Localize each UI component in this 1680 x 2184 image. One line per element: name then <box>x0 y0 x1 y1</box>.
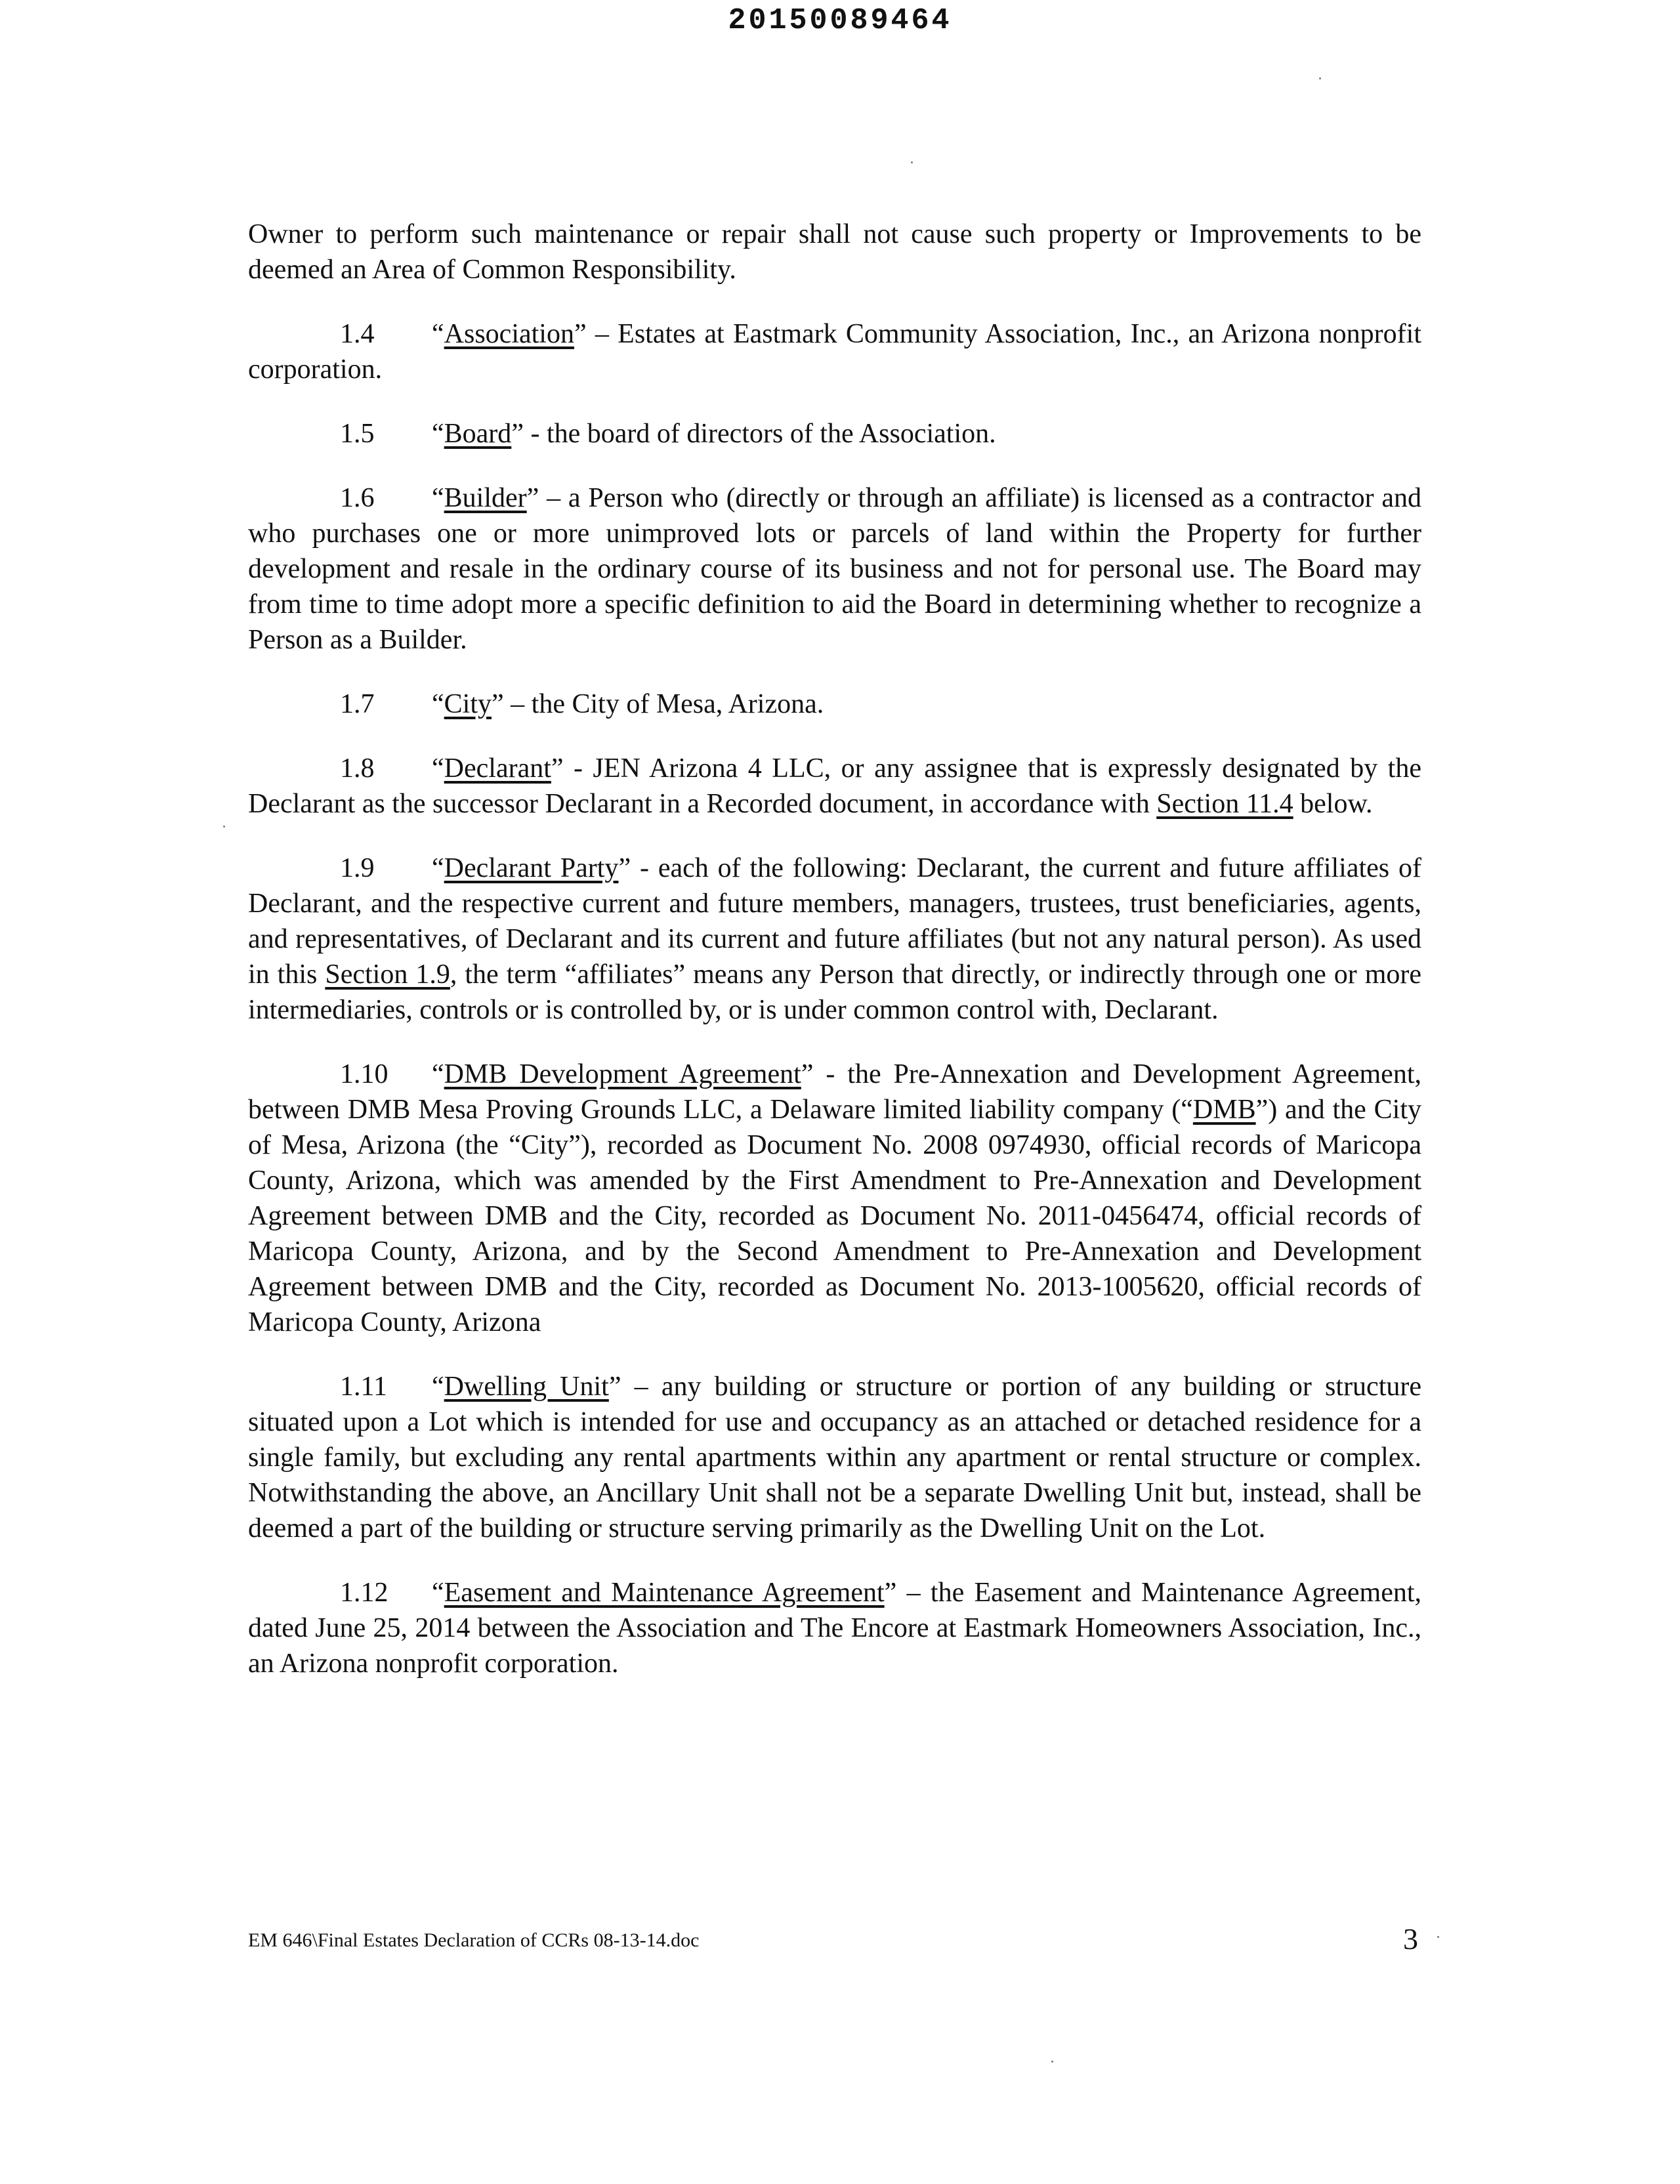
definition-text-after: , the term “affiliates” means any Person that directly, or indirectly through one or more intermediaries, controls or is controlled by, or is under common control with, Declarant. <box>248 959 1422 1025</box>
definition-1-12: 1.12 “Easement and Maintenance Agreement” – the Easement and Maintenance Agreement, dated June 25, 2014 between the Association and The Encore at Eastmark Homeowners Association, Inc., an Arizona nonprofit corporation. <box>248 1575 1421 1681</box>
definition-1-5: 1.5 “Board” - the board of directors of the Association. <box>248 416 1421 452</box>
scan-speck <box>911 161 913 163</box>
section-number: 1.8 <box>340 753 375 784</box>
defined-term: Easement and Maintenance Agreement <box>444 1578 885 1608</box>
definition-text: - the Pre-Annexation and Development Agreement, between DMB Mesa Proving Grounds LLC, a Delaware limited liability company (“ <box>248 1059 1421 1125</box>
defined-term: Declarant Party <box>444 853 619 883</box>
definition-text-after: ”) and the City of Mesa, Arizona (the “City”), recorded as Document No. 2008 0974930, official records of Maricopa County, Arizona, which was amended by the First Amendment to Pre-Annexation and Development Agreement between DMB and the City, recorded as Document No. 2011-0456474, official records of Maricopa County, Arizona, and by the Second Amendment to Pre-Annexation and Development Agreement between DMB and the City, recorded as Document No. 2013-1005620, official records of Maricopa County, Arizona <box>248 1095 1421 1337</box>
section-reference: Section 11.4 <box>1156 789 1293 819</box>
section-reference: Section 1.9 <box>325 959 450 990</box>
defined-term: DMB Development Agreement <box>444 1059 801 1089</box>
section-number: 1.7 <box>340 689 375 719</box>
definition-text: – the City of Mesa, Arizona. <box>503 689 824 719</box>
section-number: 1.9 <box>340 853 375 883</box>
definition-1-8: 1.8 “Declarant” - JEN Arizona 4 LLC, or any assignee that is expressly designated by the Declarant as the successor Declarant in a Recorded document, in accordance with Section 11.4 below. <box>248 751 1421 822</box>
document-number: 20150089464 <box>728 4 952 37</box>
definition-text: - JEN Arizona 4 LLC, or any assignee that is expressly designated by the Declarant as the successor Declarant in a Recorded document, in accordance with <box>248 753 1421 819</box>
scan-speck <box>1319 77 1321 79</box>
section-number: 1.5 <box>340 419 375 449</box>
section-number: 1.10 <box>340 1059 388 1089</box>
definition-text: – a Person who (directly or through an affiliate) is licensed as a contractor and who purchases one or more unimproved lots or parcels of land within the Property for further development and resale in the ordinary course of its business and not for personal use. The Board may from time to time adopt more a specific definition to aid the Board in determining whether to recognize a Person as a Builder. <box>248 483 1421 655</box>
defined-term: City <box>444 689 492 719</box>
definition-1-7: 1.7 “City” – the City of Mesa, Arizona. <box>248 686 1421 722</box>
defined-term: Association <box>444 319 574 349</box>
section-number: 1.4 <box>340 319 375 349</box>
section-number: 1.11 <box>340 1372 387 1402</box>
definition-1-11: 1.11 “Dwelling Unit” – any building or structure or portion of any building or structure situated upon a Lot which is intended for use and occupancy as an attached or detached residence for a single family, but excluding any rental apartments within any apartment or rental structure or complex. Notwithstanding the above, an Ancillary Unit shall not be a separate Dwelling Unit but, instead, shall be deemed a part of the building or structure serving primarily as the Dwelling Unit on the Lot. <box>248 1369 1421 1546</box>
definition-text: – any building or structure or portion of any building or structure situated upon a Lot which is intended for use and occupancy as an attached or detached residence for a single family, but excluding any rental apartments within any apartment or rental structure or complex. Notwithstanding the above, an Ancillary Unit shall not be a separate Dwelling Unit but, instead, shall be deemed a part of the building or structure serving primarily as the Dwelling Unit on the Lot. <box>248 1372 1421 1544</box>
scan-speck <box>223 826 225 828</box>
defined-term: Builder <box>444 483 527 513</box>
scan-speck <box>1437 1936 1439 1938</box>
section-number: 1.12 <box>340 1578 388 1608</box>
document-body <box>248 217 1421 1710</box>
footer-file-name: EM 646\Final Estates Declaration of CCRs 08-13-14.doc <box>248 1929 700 1951</box>
section-number: 1.6 <box>340 483 375 513</box>
definition-text: - the board of directors of the Association. <box>523 419 996 449</box>
page-number: 3 <box>1403 1922 1418 1956</box>
continuation-paragraph: Owner to perform such maintenance or repair shall not cause such property or Improvements to be deemed an Area of Common Responsibility. <box>248 219 1421 285</box>
definition-text: – the Easement and Maintenance Agreement, dated June 25, 2014 between the Association and The Encore at Eastmark Homeowners Association, Inc., an Arizona nonprofit corporation. <box>248 1578 1421 1679</box>
abbreviation-reference: DMB <box>1192 1095 1256 1125</box>
definition-1-4: 1.4 “Association” – Estates at Eastmark Community Association, Inc., an Arizona nonprofit corporation. <box>248 316 1421 387</box>
scan-speck <box>1051 2061 1053 2063</box>
definition-1-10: 1.10 “DMB Development Agreement” - the Pre-Annexation and Development Agreement, between DMB Mesa Proving Grounds LLC, a Delaware limited liability company (“DMB”) and the City of Mesa, Arizona (the “City”), recorded as Document No. 2008 0974930, official records of Maricopa County, Arizona, which was amended by the First Amendment to Pre-Annexation and Development Agreement between DMB and the City, recorded as Document No. 2011-0456474, official records of Maricopa County, Arizona, and by the Second Amendment to Pre-Annexation and Development Agreement between DMB and the City, recorded as Document No. 2013-1005620, official records of Maricopa County, Arizona <box>248 1057 1421 1340</box>
definition-text-after: below. <box>1293 789 1373 819</box>
definition-1-9: 1.9 “Declarant Party” - each of the following: Declarant, the current and future affiliates of Declarant, and the respective current and future members, managers, trustees, trust beneficiaries, agents, and representatives, of Declarant and its current and future affiliates (but not any natural person). As used in this Section 1.9, the term “affiliates” means any Person that directly, or indirectly through one or more intermediaries, controls or is controlled by, or is under common control with, Declarant. <box>248 850 1421 1028</box>
defined-term: Declarant <box>444 753 551 784</box>
definition-1-6: 1.6 “Builder” – a Person who (directly or through an affiliate) is licensed as a contractor and who purchases one or more unimproved lots or parcels of land within the Property for further development and resale in the ordinary course of its business and not for personal use. The Board may from time to time adopt more a specific definition to aid the Board in determining whether to recognize a Person as a Builder. <box>248 480 1421 658</box>
defined-term: Board <box>444 419 512 449</box>
definition-text: – Estates at Eastmark Community Association, Inc., an Arizona nonprofit corporation. <box>248 319 1421 385</box>
defined-term: Dwelling Unit <box>444 1372 609 1402</box>
definition-text: - each of the following: Declarant, the current and future affiliates of Declarant, and the respective current and future members, managers, trustees, trust beneficiaries, agents, and representatives, of Declarant and its current and future affiliates (but not any natural person). As used in this <box>248 853 1421 990</box>
